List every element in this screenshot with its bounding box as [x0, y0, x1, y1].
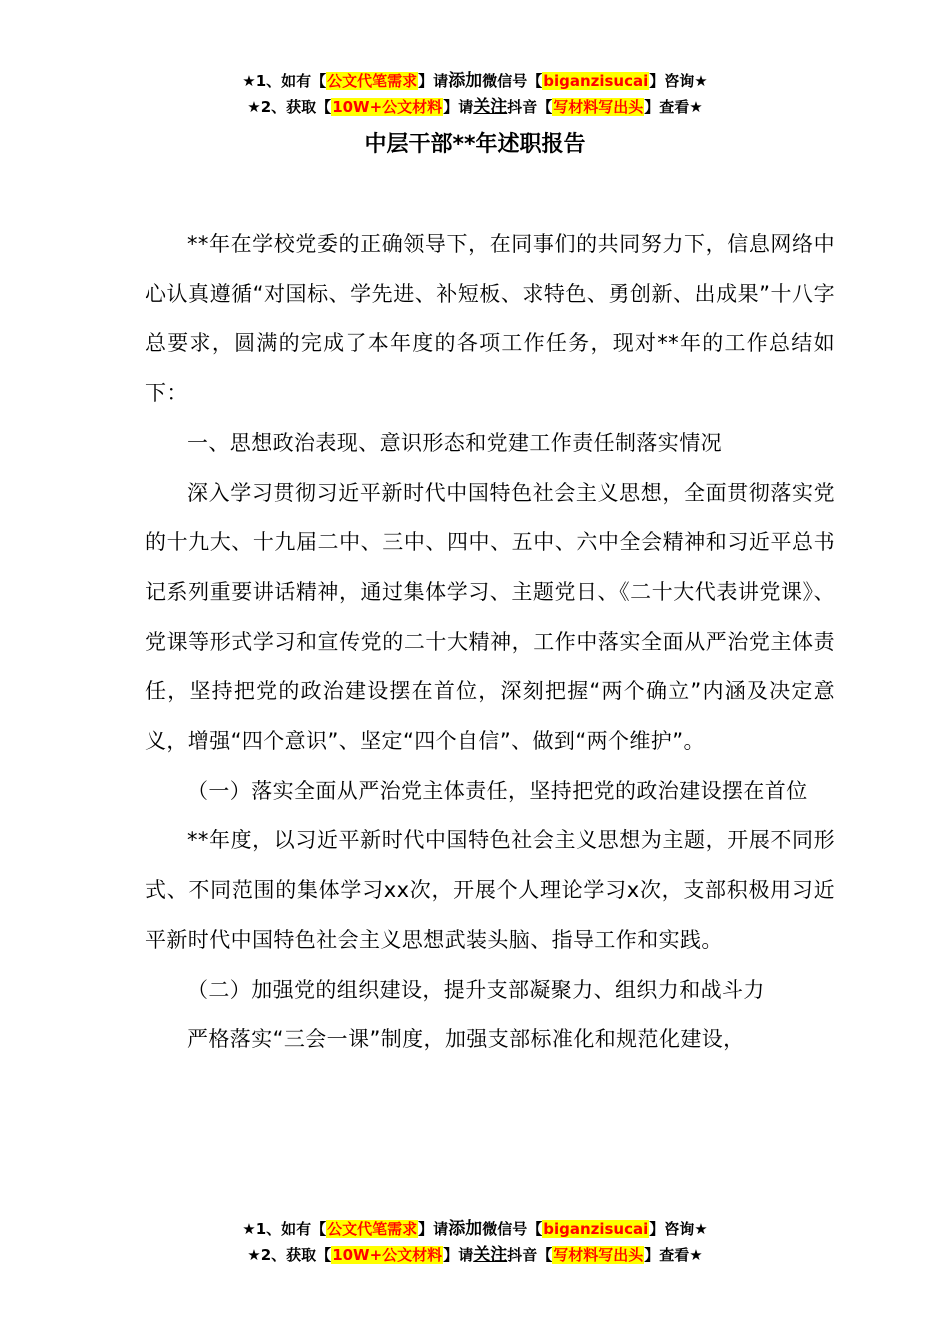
banner-text: 抖音【 [507, 1246, 553, 1264]
paragraph-intro: **年在学校党委的正确领导下，在同事们的共同努力下，信息网络中心认真遵循“对国标、学先进、补短板、求特色、勇创新、出成果”十八字总要求，圆满的完成了本年度的各项工作任务，现对**年的工作总结如下： [145, 232, 835, 406]
banner-highlight-wechat: biganzisucai [543, 1220, 649, 1238]
banner-line-1 [0, 68, 950, 94]
banner-highlight-materials: 10W+公文材料 [332, 98, 443, 116]
banner-text: 微信号【 [482, 72, 543, 90]
bottom-banner [0, 1216, 950, 1268]
banner-text: 】咨询★ [649, 1220, 708, 1238]
banner-text: 】请 [443, 98, 474, 116]
banner-text: 】请 [443, 1246, 474, 1264]
banner-text: ★2、获取【 [247, 98, 332, 116]
banner-line-2 [0, 1242, 950, 1268]
banner-emphasis: 关注 [473, 1245, 508, 1265]
banner-text: ★1、如有【 [242, 1220, 327, 1238]
banner-highlight-douyin: 写材料写出头 [553, 1246, 644, 1264]
banner-highlight-service: 公文代笔需求 [327, 72, 418, 90]
banner-highlight-service: 公文代笔需求 [327, 1220, 418, 1238]
banner-text: 微信号【 [482, 1220, 543, 1238]
banner-text: 】查看★ [644, 98, 703, 116]
paragraph-organization: 严格落实“三会一课”制度，加强支部标准化和规范化建设， [187, 1027, 745, 1052]
banner-text: ★2、获取【 [247, 1246, 332, 1264]
banner-text: 】请 [418, 72, 449, 90]
banner-line-2 [0, 94, 950, 120]
top-banner [0, 68, 950, 120]
banner-highlight-materials: 10W+公文材料 [332, 1246, 443, 1264]
subsection-heading-1: （一）落实全面从严治党主体责任，坚持把党的政治建设摆在首位 [187, 778, 808, 803]
banner-text: ★1、如有【 [242, 72, 327, 90]
banner-line-1 [0, 1216, 950, 1242]
banner-emphasis: 关注 [473, 97, 508, 117]
banner-emphasis: 添加 [448, 71, 483, 91]
section-heading-1: 一、思想政治表现、意识形态和党建工作责任制落实情况 [187, 430, 722, 455]
banner-highlight-douyin: 写材料写出头 [553, 98, 644, 116]
banner-text: 抖音【 [507, 98, 553, 116]
banner-emphasis: 添加 [448, 1219, 483, 1239]
document-body [145, 220, 835, 1065]
document-title: 中层干部**年述职报告 [364, 132, 586, 157]
subsection-heading-2: （二）加强党的组织建设，提升支部凝聚力、组织力和战斗力 [187, 977, 765, 1002]
banner-text: 】请 [418, 1220, 449, 1238]
banner-highlight-wechat: biganzisucai [543, 72, 649, 90]
banner-text: 】查看★ [644, 1246, 703, 1264]
banner-text: 】咨询★ [649, 72, 708, 90]
paragraph-study: 深入学习贯彻习近平新时代中国特色社会主义思想，全面贯彻落实党的十九大、十九届二中、三中、四中、五中、六中全会精神和习近平总书记系列重要讲话精神，通过集体学习、主题党日、《二十大代表讲党课》、党课等形式学习和宣传党的二十大精神，工作中落实全面从严治党主体责任，坚持把党的政治建设摆在首位，深刻把握“两个确立”内涵及决定意义，增强“四个意识”、坚定“四个自信”、做到“两个维护”。 [145, 480, 835, 754]
paragraph-annual-study: **年度，以习近平新时代中国特色社会主义思想为主题，开展不同形式、不同范围的集体学习xx次，开展个人理论学习x次，支部积极用习近平新时代中国特色社会主义思想武装头脑、指导工作和实践。 [145, 828, 835, 952]
